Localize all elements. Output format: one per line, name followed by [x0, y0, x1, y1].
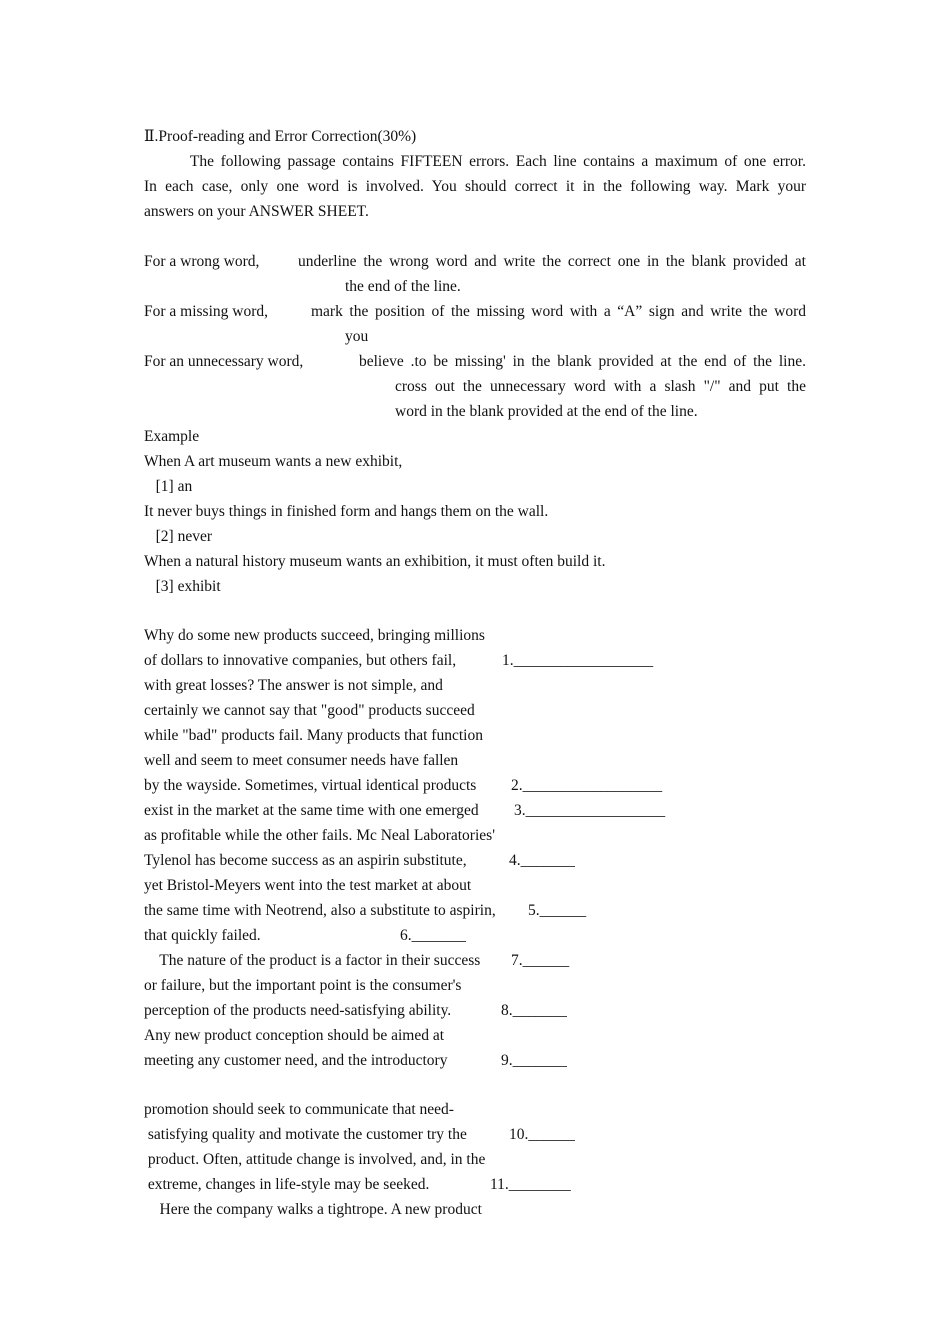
passage-line: with great losses? The answer is not simple, and — [144, 677, 443, 694]
example-line: [3] exhibit — [144, 578, 221, 595]
answer-blank-8[interactable]: 8._______ — [501, 1002, 567, 1019]
passage-line: product. Often, attitude change is involved, and, in the — [144, 1151, 486, 1168]
missing-word-text: mark the position of the missing word with a “A” sign and write the word — [311, 303, 806, 320]
answer-blank-6[interactable]: 6._______ — [400, 927, 466, 944]
wrong-word-text-cont: the end of the line. — [345, 278, 461, 295]
passage-line: yet Bristol-Meyers went into the test market at about — [144, 877, 472, 894]
answer-blank-2[interactable]: 2.__________________ — [511, 777, 663, 794]
example-line: When a natural history museum wants an exhibition, it must often build it. — [144, 553, 606, 570]
passage-line: while "bad" products fail. Many products that function — [144, 727, 483, 744]
passage-line: that quickly failed. — [144, 927, 261, 944]
passage-line: of dollars to innovative companies, but others fail, — [144, 652, 457, 669]
passage-line: by the wayside. Sometimes, virtual identical products — [144, 777, 477, 794]
unnecessary-word-text-cont: word in the blank provided at the end of the line. — [395, 403, 698, 420]
passage-line: extreme, changes in life-style may be seeked. — [144, 1176, 430, 1193]
passage-line: promotion should seek to communicate that need- — [144, 1101, 454, 1118]
intro-line: In each case, only one word is involved. You should correct it in the following way. Mark your — [144, 178, 806, 195]
unnecessary-word-text-cont: cross out the unnecessary word with a slash "/" and put the — [395, 378, 806, 395]
passage-line: meeting any customer need, and the introductory — [144, 1052, 448, 1069]
answer-blank-10[interactable]: 10.______ — [509, 1126, 575, 1143]
passage-line: Here the company walks a tightrope. A new product — [144, 1201, 482, 1218]
answer-blank-4[interactable]: 4._______ — [509, 852, 575, 869]
passage-line: perception of the products need-satisfying ability. — [144, 1002, 452, 1019]
passage-line: well and seem to meet consumer needs have fallen — [144, 752, 459, 769]
answer-blank-11[interactable]: 11.________ — [490, 1176, 571, 1193]
passage-line: satisfying quality and motivate the customer try the — [144, 1126, 467, 1143]
intro-line: answers on your ANSWER SHEET. — [144, 203, 369, 220]
passage-line: Any new product conception should be aimed at — [144, 1027, 445, 1044]
example-line: [1] an — [144, 478, 193, 495]
passage-line: The nature of the product is a factor in their success — [144, 952, 481, 969]
missing-word-label: For a missing word, — [144, 303, 268, 320]
example-line: [2] never — [144, 528, 212, 545]
unnecessary-word-text: believe .to be missing' in the blank provided at the end of the line. — [359, 353, 806, 370]
answer-blank-1[interactable]: 1.__________________ — [502, 652, 654, 669]
example-label: Example — [144, 428, 200, 445]
passage-line: as profitable while the other fails. Mc Neal Laboratories' — [144, 827, 495, 844]
wrong-word-label: For a wrong word, — [144, 253, 260, 270]
answer-blank-3[interactable]: 3.__________________ — [514, 802, 666, 819]
example-line: It never buys things in finished form and hangs them on the wall. — [144, 503, 549, 520]
answer-blank-9[interactable]: 9._______ — [501, 1052, 567, 1069]
example-line: When A art museum wants a new exhibit, — [144, 453, 403, 470]
unnecessary-word-label: For an unnecessary word, — [144, 353, 304, 370]
wrong-word-text: underline the wrong word and write the correct one in the blank provided at — [298, 253, 806, 270]
intro-line: The following passage contains FIFTEEN errors. Each line contains a maximum of one error. — [144, 153, 806, 170]
answer-blank-7[interactable]: 7.______ — [511, 952, 570, 969]
missing-word-text-cont: you — [345, 328, 369, 345]
passage-line: exist in the market at the same time with one emerged — [144, 802, 479, 819]
passage-line: or failure, but the important point is the consumer's — [144, 977, 462, 994]
answer-blank-5[interactable]: 5.______ — [528, 902, 587, 919]
passage-line: Why do some new products succeed, bringing millions — [144, 627, 485, 644]
intro-paragraph — [144, 149, 806, 224]
passage-line: Tylenol has become success as an aspirin substitute, — [144, 852, 467, 869]
section-heading: Ⅱ.Proof-reading and Error Correction(30%) — [144, 128, 417, 145]
passage-line: the same time with Neotrend, also a substitute to aspirin, — [144, 902, 496, 919]
passage-line: certainly we cannot say that "good" products succeed — [144, 702, 475, 719]
